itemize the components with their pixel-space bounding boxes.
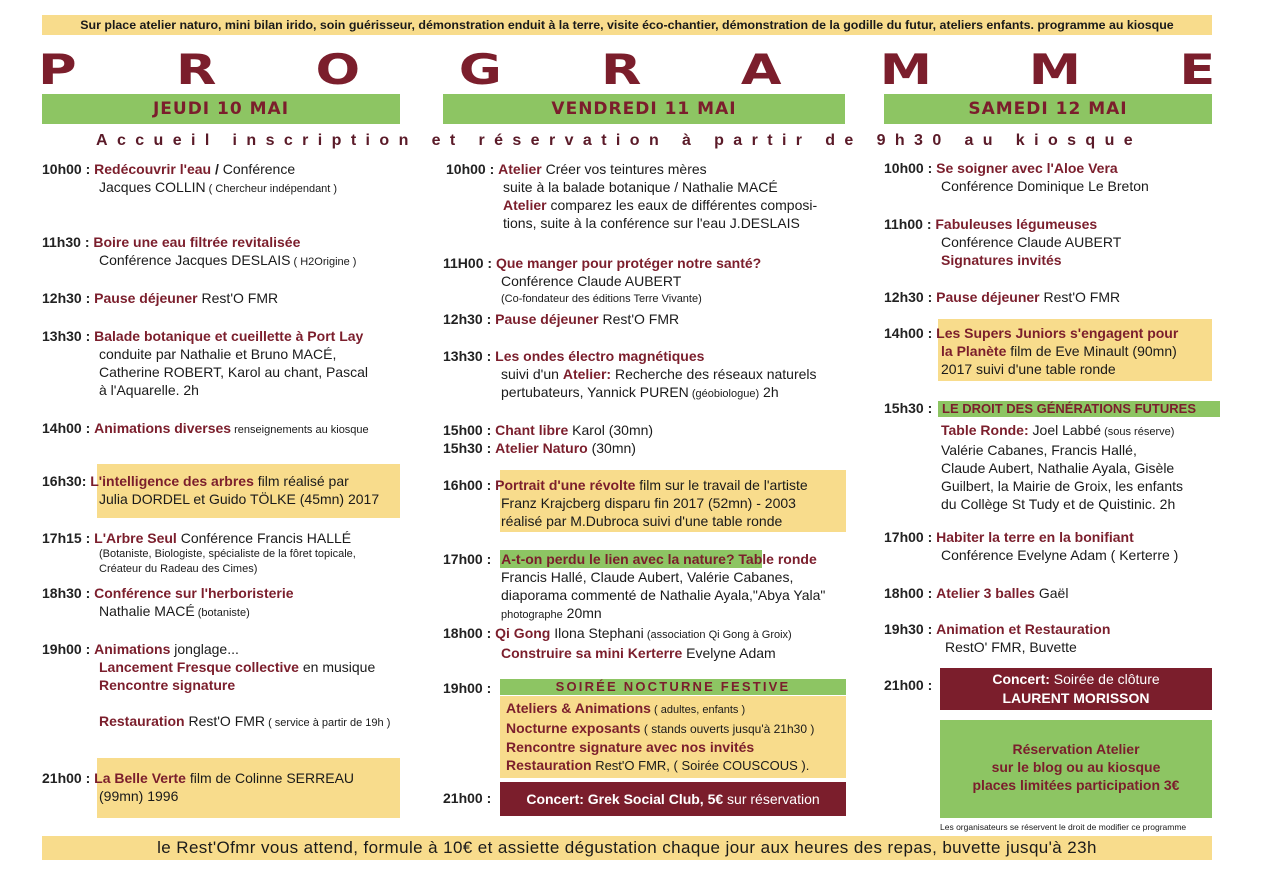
event-line: du Collège St Tudy et de Quistinic. 2h xyxy=(941,496,1176,512)
event-time: 17h00 : xyxy=(443,551,492,567)
event-title: Se soigner avec l'Aloe Vera xyxy=(936,160,1118,176)
samedi-event-6 xyxy=(884,528,1178,564)
event-time: 21h00 : xyxy=(884,677,933,693)
event-line xyxy=(506,699,814,719)
page-title xyxy=(38,44,1216,94)
event-time: 16h00 : xyxy=(443,477,492,493)
event-title: Pause déjeuner xyxy=(936,289,1040,305)
event-title: Animations diverses xyxy=(94,420,232,436)
event-title: Restauration xyxy=(506,757,592,773)
event-time: 19h30 : xyxy=(884,621,933,637)
vendredi-event-10 xyxy=(506,699,814,775)
event-title: Habiter la terre en la bonifiant xyxy=(936,529,1134,545)
event-title: Que manger pour protéger notre santé? xyxy=(495,255,762,271)
event-title: Restauration xyxy=(99,713,185,729)
jeudi-event-3 xyxy=(42,289,278,307)
event-title: Atelier 3 balles xyxy=(936,585,1035,601)
vendredi-event-8 xyxy=(443,550,825,624)
title-letter: R xyxy=(176,44,217,94)
concert-title: Concert: Grek Social Club, 5€ xyxy=(526,791,724,807)
event-title: Atelier xyxy=(503,197,547,213)
event-text: jonglage... xyxy=(170,641,239,657)
event-note: (Co-fondateur des éditions Terre Vivante) xyxy=(501,293,702,305)
event-title: Fabuleuses légumeuses xyxy=(935,216,1098,232)
event-line: Francis Hallé, Claude Aubert, Valérie Cabanes, xyxy=(501,569,794,585)
event-text: Evelyne Adam xyxy=(682,645,776,661)
samedi-event-4 xyxy=(884,324,1178,378)
event-line: Julia DORDEL et Guido TÖLKE (45mn) 2017 xyxy=(99,491,380,507)
event-time: 14h00 : xyxy=(884,325,933,341)
event-text: comparez les eaux de différentes composi- xyxy=(546,197,818,213)
event-line: 2017 suivi d'une table ronde xyxy=(941,361,1116,377)
jeudi-event-8 xyxy=(42,584,294,622)
event-text: en musique xyxy=(298,659,376,675)
event-note: Créateur du Radeau des Cimes) xyxy=(99,563,258,575)
event-line: Claude Aubert, Nathalie Ayala, Gisèle xyxy=(941,460,1175,476)
event-line xyxy=(443,383,817,403)
event-separator: / xyxy=(211,161,223,177)
concert-note: sur réservation xyxy=(723,791,820,807)
reservation-line: places limitées participation 3€ xyxy=(972,777,1180,793)
jeudi-event-2 xyxy=(42,233,356,271)
event-title: L'intelligence des arbres xyxy=(90,473,254,489)
jeudi-event-7 xyxy=(42,529,356,577)
event-title: Atelier Naturo xyxy=(495,440,588,456)
event-text: Nathalie MACÉ xyxy=(99,603,195,619)
event-title: Conférence sur l'herboristerie xyxy=(94,585,294,601)
jeudi-event-5 xyxy=(42,419,369,439)
title-letter: R xyxy=(601,44,642,94)
event-note: renseignements au kiosque xyxy=(231,424,369,436)
event-title: Pause déjeuner xyxy=(94,290,198,306)
event-title: Portrait d'une révolte xyxy=(495,477,636,493)
event-text: Conférence Jacques DESLAIS xyxy=(99,252,291,268)
event-text: Rest'O FMR xyxy=(197,290,279,306)
event-title: Table ronde xyxy=(734,551,817,567)
day-header-jeudi: JEUDI 10 MAI xyxy=(42,94,400,124)
event-title: Les ondes électro magnétiques xyxy=(495,348,705,364)
event-line: Catherine ROBERT, Karol au chant, Pascal xyxy=(99,364,368,380)
title-letter: P xyxy=(38,44,77,94)
event-line xyxy=(446,196,817,214)
event-line: Valérie Cabanes, Francis Hallé, xyxy=(941,442,1137,458)
vendredi-event-7 xyxy=(443,476,808,530)
event-title: Ateliers & Animations xyxy=(506,700,651,716)
event-title: A-t-on perdu le lien avec la nature? xyxy=(501,551,735,567)
concert-line xyxy=(940,670,1212,689)
reservation-line: Réservation Atelier xyxy=(1012,741,1140,757)
event-time: 11h30 : xyxy=(42,234,90,250)
event-title: Construire sa mini Kerterre xyxy=(501,645,683,661)
event-line: conduite par Nathalie et Bruno MACÉ, xyxy=(99,346,337,362)
event-text: Gaël xyxy=(1034,585,1069,601)
vendredi-event-4 xyxy=(443,347,817,403)
event-line xyxy=(506,756,814,775)
event-text: Karol (30mn) xyxy=(568,422,654,438)
event-text: Créer vos teintures mères xyxy=(541,161,707,177)
event-line: Franz Krajcberg disparu fin 2017 (52mn) - 2003 xyxy=(501,495,796,511)
event-note: ( H2Origine ) xyxy=(290,256,357,268)
event-time: 18h00 : xyxy=(443,625,492,641)
event-note: ( Chercheur indépendant ) xyxy=(205,183,338,195)
event-title: Nocturne exposants xyxy=(506,720,641,736)
event-note: ( adultes, enfants ) xyxy=(650,704,746,716)
concert-title: Concert: xyxy=(992,671,1050,687)
jeudi-event-10 xyxy=(42,769,354,805)
event-note: (Botaniste, Biologiste, spécialiste de la fôret topicale, xyxy=(99,548,356,560)
bottom-banner: le Rest'Ofmr vous attend, formule à 10€ et assiette dégustation chaque jour aux heures des repas, buvette jusqu'à 23h xyxy=(42,836,1212,860)
event-text: Jacques COLLIN xyxy=(99,179,206,195)
event-text: film de Eve Minault (90mn) xyxy=(1006,343,1177,359)
event-time: 17h15 : xyxy=(42,530,91,546)
event-text: Rest'O FMR xyxy=(598,311,680,327)
event-time: 13h30 : xyxy=(42,328,91,344)
event-note: (géobiologue) xyxy=(688,388,760,400)
event-time: 16h30: xyxy=(42,473,87,489)
reservation-box xyxy=(940,720,1212,818)
event-note: ( service à partir de 19h ) xyxy=(265,717,391,729)
event-time: 10h00 : xyxy=(42,161,91,177)
event-time: 19h00 : xyxy=(443,680,492,696)
event-text: (30mn) xyxy=(587,440,636,456)
event-line xyxy=(506,738,814,756)
event-line xyxy=(443,644,792,662)
title-letter: E xyxy=(1179,44,1216,94)
event-text: Rest'O FMR xyxy=(1039,289,1121,305)
event-text: suivi d'un xyxy=(501,366,563,382)
event-title: la Planète xyxy=(941,343,1007,359)
event-title: Lancement Fresque collective xyxy=(99,659,299,675)
event-line: (99mn) 1996 xyxy=(99,788,179,804)
event-line: diaporama commenté de Nathalie Ayala,"Abya Yala" xyxy=(501,587,826,603)
event-note: photographe xyxy=(501,609,563,621)
samedi-event-3 xyxy=(884,288,1120,306)
event-text: film réalisé par xyxy=(253,473,349,489)
event-line xyxy=(506,719,814,738)
event-line: suite à la balade botanique / Nathalie MACÉ xyxy=(503,179,778,195)
event-title: Animations xyxy=(94,641,171,657)
samedi-event-8 xyxy=(884,620,1110,656)
title-letter: G xyxy=(458,44,502,94)
event-title: Signatures invités xyxy=(941,252,1062,268)
vendredi-event-5 xyxy=(443,421,653,439)
event-text: Rest'O FMR, ( Soirée COUSCOUS ). xyxy=(591,758,810,773)
event-line xyxy=(42,251,356,271)
event-time: 14h00 : xyxy=(42,420,91,436)
event-text: Recherche des réseaux naturels xyxy=(611,366,817,382)
vendredi-event-3 xyxy=(443,310,679,328)
event-line xyxy=(42,712,390,732)
concert-box-vendredi xyxy=(500,782,846,816)
jeudi-event-1 xyxy=(42,160,337,198)
event-title: Pause déjeuner xyxy=(495,311,599,327)
event-line xyxy=(42,602,294,622)
vendredi-event-10-time xyxy=(443,679,491,697)
event-title: Boire une eau filtrée revitalisée xyxy=(93,234,301,250)
event-time: 11H00 : xyxy=(443,255,493,271)
event-title: Redécouvrir l'eau xyxy=(94,161,212,177)
event-line: à l'Aquarelle. 2h xyxy=(99,382,199,398)
samedi-event-7 xyxy=(884,584,1068,602)
event-time: 13h30 : xyxy=(443,348,492,364)
event-time: 11h00 : xyxy=(884,216,932,232)
event-line: réalisé par M.Dubroca suivi d'une table ronde xyxy=(501,513,783,529)
event-line xyxy=(42,658,390,676)
event-line xyxy=(443,604,825,624)
event-text: Joel Labbé xyxy=(1028,422,1102,438)
event-time: 15h30 : xyxy=(884,400,933,416)
vendredi-event-2 xyxy=(443,254,761,308)
event-line: Conférence Claude AUBERT xyxy=(501,273,682,289)
event-text: film de Colinne SERREAU xyxy=(185,770,355,786)
event-title: Table Ronde: xyxy=(941,422,1029,438)
concert-note: Soirée de clôture xyxy=(1049,671,1160,687)
event-title: Qi Gong xyxy=(495,625,551,641)
event-line xyxy=(941,421,1183,441)
vendredi-event-1 xyxy=(446,160,817,232)
event-time: 17h00 : xyxy=(884,529,933,545)
jeudi-event-4 xyxy=(42,327,368,399)
event-line xyxy=(884,342,1178,360)
event-line xyxy=(42,676,390,694)
event-line: RestO' FMR, Buvette xyxy=(945,639,1077,655)
samedi-event-1 xyxy=(884,159,1149,195)
event-text: Conférence xyxy=(222,161,296,177)
top-banner: Sur place atelier naturo, mini bilan irido, soin guérisseur, démonstration enduit à la terre, visite éco-chantier, démonstration de la godille du futur, ateliers enfants. programme au kiosque xyxy=(42,15,1212,35)
droit-generations-bar: LE DROIT DES GÉNÉRATIONS FUTURES xyxy=(938,401,1220,417)
event-title: Atelier xyxy=(498,161,542,177)
event-time: 10h00 : xyxy=(446,161,495,177)
title-letter: A xyxy=(740,44,782,94)
event-time: 19h00 : xyxy=(42,641,91,657)
event-time: 18h30 : xyxy=(42,585,91,601)
vendredi-event-9 xyxy=(443,624,792,662)
event-text: 20mn xyxy=(562,605,602,621)
event-line: Conférence Evelyne Adam ( Kerterre ) xyxy=(941,547,1179,563)
event-title: Rencontre signature avec nos invités xyxy=(506,739,755,755)
samedi-event-2 xyxy=(884,215,1121,269)
day-header-vendredi: VENDREDI 11 MAI xyxy=(443,94,845,124)
event-time: 18h00 : xyxy=(884,585,933,601)
jeudi-event-9 xyxy=(42,640,390,732)
event-text: 2h xyxy=(759,384,779,400)
title-letter: O xyxy=(315,44,361,94)
event-text: Ilona Stephani xyxy=(550,625,644,641)
samedi-event-5-time xyxy=(884,399,932,417)
event-title: La Belle Verte xyxy=(94,770,186,786)
concert-box-samedi xyxy=(940,668,1212,710)
event-line xyxy=(42,178,337,198)
event-title: Animation et Restauration xyxy=(936,621,1111,637)
event-title: Rencontre signature xyxy=(99,677,236,693)
event-text: pertubateurs, Yannick PUREN xyxy=(501,384,689,400)
event-line: Conférence Claude AUBERT xyxy=(941,234,1122,250)
vendredi-event-6 xyxy=(443,439,636,457)
samedi-event-5 xyxy=(941,421,1183,513)
event-line: Conférence Dominique Le Breton xyxy=(941,178,1149,194)
event-time: 12h30 : xyxy=(443,311,492,327)
event-time: 15h30 : xyxy=(443,440,492,456)
event-time: 21h00 : xyxy=(42,770,91,786)
accueil-line: Accueil inscription et réservation à partir de 9h30 au kiosque xyxy=(96,132,1143,149)
soiree-nocturne-bar: SOIRÉE NOCTURNE FESTIVE xyxy=(500,679,846,695)
event-title: L'Arbre Seul xyxy=(94,530,177,546)
event-line xyxy=(443,365,817,383)
event-title: Balade botanique et cueillette à Port Lay xyxy=(94,328,364,344)
event-note: (sous réserve) xyxy=(1101,426,1175,438)
samedi-event-9-time xyxy=(884,676,932,694)
event-time: 21h00 : xyxy=(443,790,492,806)
event-title: Atelier: xyxy=(562,366,612,382)
event-note: (association Qi Gong à Groix) xyxy=(643,629,792,641)
title-letter: M xyxy=(1028,44,1082,94)
event-time: 12h30 : xyxy=(884,289,933,305)
event-line: Guilbert, la Mairie de Groix, les enfants xyxy=(941,478,1183,494)
vendredi-event-11-time xyxy=(443,789,491,807)
title-letter: M xyxy=(879,44,932,94)
reservation-line: sur le blog ou au kiosque xyxy=(991,759,1161,775)
event-text: film sur le travail de l'artiste xyxy=(635,477,808,493)
event-time: 10h00 : xyxy=(884,160,933,176)
disclaimer-text: Les organisateurs se réservent le droit de modifier ce programme xyxy=(940,822,1187,832)
event-time: 12h30 : xyxy=(42,290,91,306)
event-title: Chant libre xyxy=(495,422,569,438)
event-line: tions, suite à la conférence sur l'eau J.DESLAIS xyxy=(503,215,800,231)
concert-line: LAURENT MORISSON xyxy=(1002,690,1150,706)
event-note: (botaniste) xyxy=(194,607,250,619)
event-time: 15h00 : xyxy=(443,422,492,438)
day-header-samedi: SAMEDI 12 MAI xyxy=(884,94,1212,124)
event-text: Rest'O FMR xyxy=(184,713,266,729)
event-title: Les Supers Juniors s'engagent pour xyxy=(936,325,1179,341)
event-text: Conférence Francis HALLÉ xyxy=(176,530,352,546)
event-line xyxy=(884,251,1121,269)
jeudi-event-6 xyxy=(42,472,379,508)
event-note: ( stands ouverts jusqu'à 21h30 ) xyxy=(640,722,815,736)
